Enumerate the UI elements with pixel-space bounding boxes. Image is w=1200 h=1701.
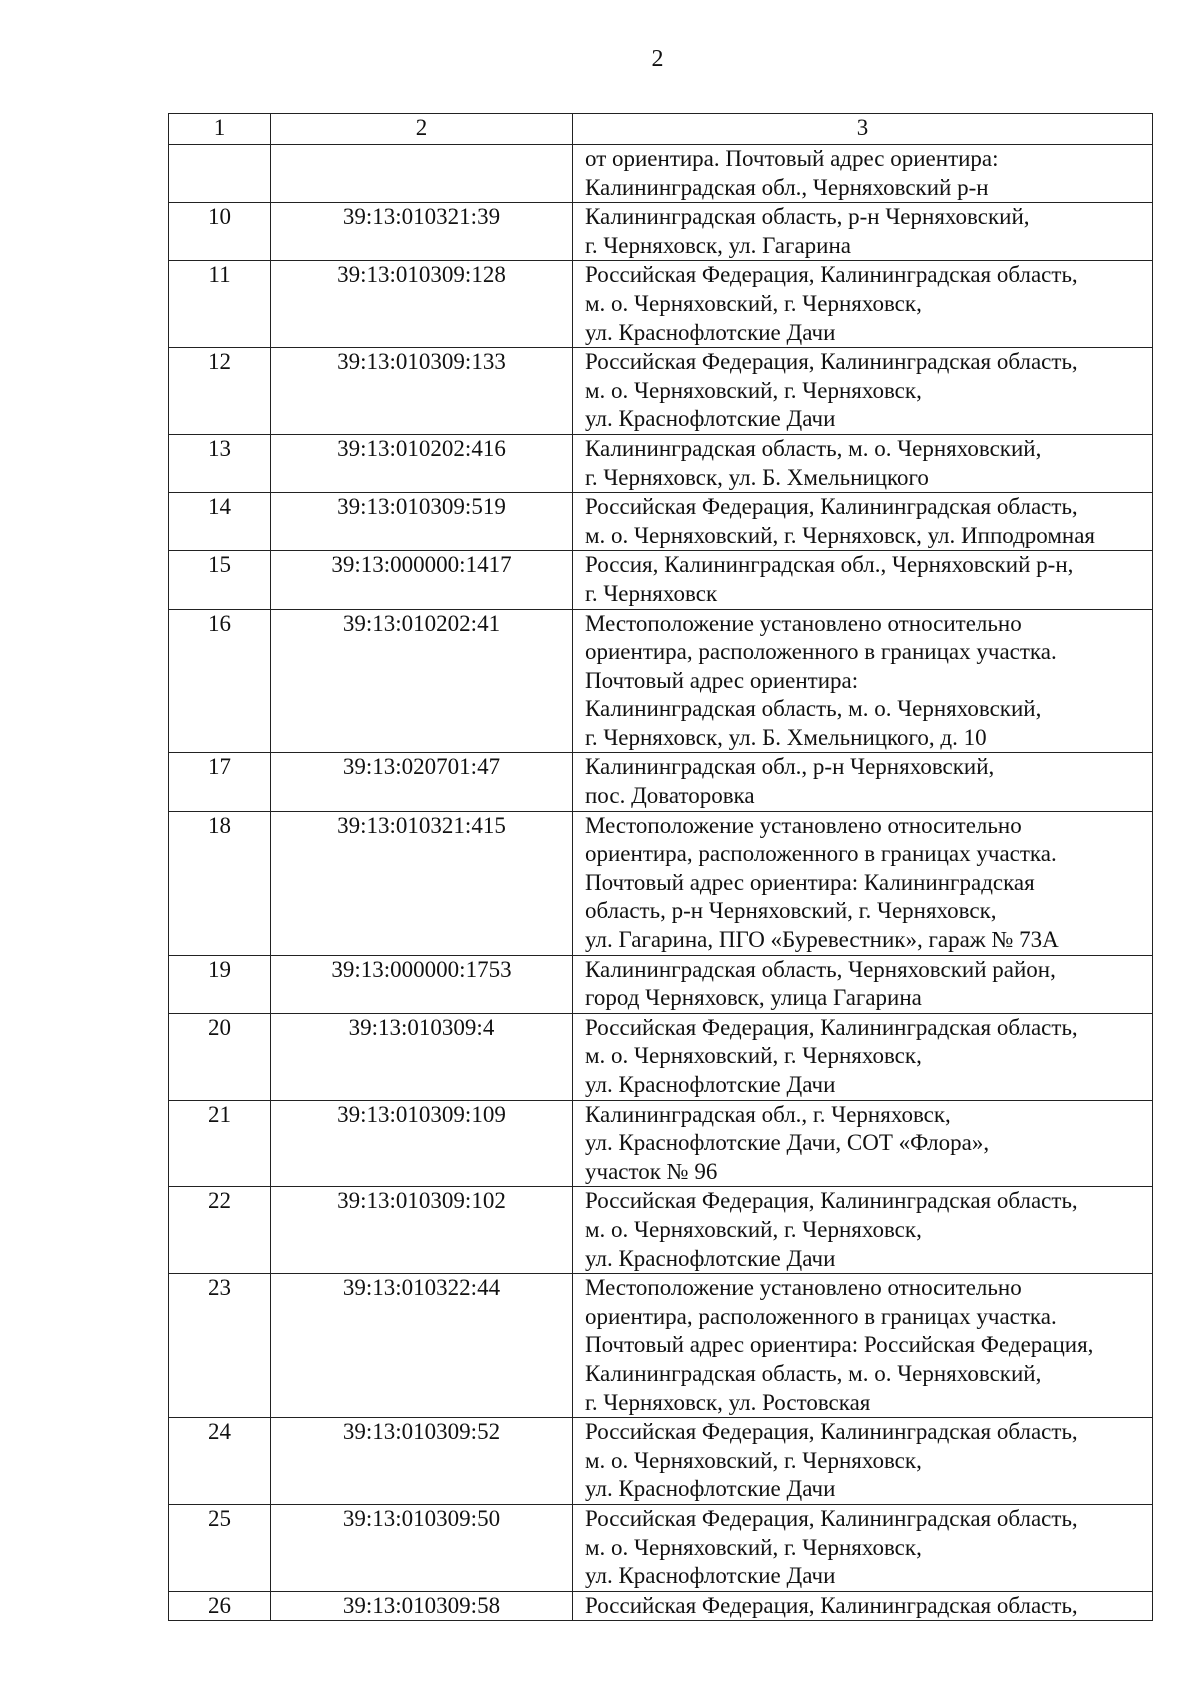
- address-cell: [573, 348, 1153, 435]
- address-line: г. Черняховск, ул. Б. Хмельницкого, д. 10: [585, 724, 987, 750]
- cadastral-number: 39:13:010309:4: [271, 1013, 573, 1100]
- address-line: Российская Федерация, Калининградская область,: [585, 262, 1078, 288]
- address-line: м. о. Черняховский, г. Черняховск,: [585, 1534, 922, 1560]
- table-row: [169, 1187, 1153, 1274]
- land-plot-table: [168, 113, 1153, 1621]
- row-number: 22: [169, 1187, 271, 1274]
- address-cell: [573, 1418, 1153, 1505]
- address-line: Российская Федерация, Калининградская область,: [585, 1014, 1078, 1040]
- address-cell: [573, 1274, 1153, 1418]
- address-line: Калининградская область, м. о. Черняховский,: [585, 1360, 1042, 1386]
- table-row: [169, 1100, 1153, 1187]
- address-line: м. о. Черняховский, г. Черняховск, ул. Ипподромная: [585, 522, 1096, 548]
- address-line: ул. Краснофлотские Дачи: [585, 406, 836, 432]
- table-row: [169, 1013, 1153, 1100]
- address-cell: [573, 811, 1153, 955]
- address-line: ул. Гагарина, ПГО «Буревестник», гараж № 73А: [585, 927, 1059, 953]
- row-number: 16: [169, 609, 271, 753]
- address-line: м. о. Черняховский, г. Черняховск,: [585, 290, 922, 316]
- address-line: ул. Краснофлотские Дачи: [585, 1476, 836, 1502]
- address-line: ул. Краснофлотские Дачи: [585, 1563, 836, 1589]
- address-line: Калининградская обл., р-н Черняховский,: [585, 754, 995, 780]
- address-cell: [573, 551, 1153, 609]
- address-line: Почтовый адрес ориентира: Калининградская: [585, 869, 1035, 895]
- address-line: ул. Краснофлотские Дачи: [585, 1072, 836, 1097]
- table-row: [169, 955, 1153, 1013]
- address-line: м. о. Черняховский, г. Черняховск,: [585, 1447, 922, 1473]
- cadastral-number: 39:13:010309:50: [271, 1504, 573, 1591]
- table-header-row: [169, 114, 1153, 145]
- row-number: 15: [169, 551, 271, 609]
- address-line: Калининградская обл., Черняховский р-н: [585, 174, 989, 200]
- cadastral-number: 39:13:010309:133: [271, 348, 573, 435]
- table-row: [169, 753, 1153, 811]
- row-number: 12: [169, 348, 271, 435]
- address-line: Калининградская область, м. о. Черняховский,: [585, 696, 1042, 722]
- address-line: Калининградская обл., г. Черняховск,: [585, 1101, 951, 1127]
- row-number: 14: [169, 493, 271, 551]
- table-row: [169, 811, 1153, 955]
- row-number: 18: [169, 811, 271, 955]
- table-row: [169, 551, 1153, 609]
- address-line: Российская Федерация, Калининградская область,: [585, 1188, 1078, 1214]
- row-number: 17: [169, 753, 271, 811]
- cadastral-number: 39:13:000000:1753: [271, 955, 573, 1013]
- address-line: Российская Федерация, Калининградская область,: [585, 1592, 1078, 1618]
- cadastral-number: 39:13:010321:39: [271, 203, 573, 261]
- row-number: 25: [169, 1504, 271, 1591]
- address-line: пос. Доваторовка: [585, 783, 755, 809]
- table-row: [169, 493, 1153, 551]
- address-cell: [573, 1013, 1153, 1100]
- address-line: г. Черняховск, ул. Б. Хмельницкого: [585, 464, 929, 490]
- address-cell: [573, 1100, 1153, 1187]
- row-number: [169, 145, 271, 203]
- table-row: [169, 261, 1153, 348]
- address-line: Россия, Калининградская обл., Черняховский р-н,: [585, 552, 1074, 578]
- cadastral-number: 39:13:010321:415: [271, 811, 573, 955]
- address-line: Почтовый адрес ориентира:: [585, 667, 859, 693]
- page-number: 2: [651, 46, 664, 72]
- cadastral-number: 39:13:010309:58: [271, 1591, 573, 1621]
- table-row: [169, 1591, 1153, 1621]
- table-row: [169, 1418, 1153, 1505]
- address-line: Калининградская область, Черняховский район,: [585, 956, 1056, 982]
- cadastral-number: 39:13:010309:128: [271, 261, 573, 348]
- address-line: м. о. Черняховский, г. Черняховск,: [585, 1216, 922, 1242]
- cadastral-number: 39:13:010309:102: [271, 1187, 573, 1274]
- table-row: [169, 145, 1153, 203]
- address-line: область, р-н Черняховский, г. Черняховск,: [585, 898, 997, 924]
- row-number: 26: [169, 1591, 271, 1621]
- row-number: 10: [169, 203, 271, 261]
- address-line: Местоположение установлено относительно: [585, 812, 1022, 838]
- address-line: м. о. Черняховский, г. Черняховск,: [585, 377, 922, 403]
- address-cell: [573, 261, 1153, 348]
- row-number: 23: [169, 1274, 271, 1418]
- address-line: Российская Федерация, Калининградская область,: [585, 1419, 1078, 1445]
- address-line: ул. Краснофлотские Дачи: [585, 1245, 836, 1271]
- cadastral-number: 39:13:010202:416: [271, 434, 573, 492]
- address-line: Калининградская область, р-н Черняховский,: [585, 204, 1030, 230]
- row-number: 24: [169, 1418, 271, 1505]
- header-col-1: 1: [169, 114, 271, 145]
- address-line: Калининградская область, м. о. Черняховский,: [585, 435, 1042, 461]
- header-col-2: 2: [271, 114, 573, 145]
- address-line: ориентира, расположенного в границах участка.: [585, 1303, 1057, 1329]
- address-line: Российская Федерация, Калининградская область,: [585, 349, 1078, 375]
- row-number: 19: [169, 955, 271, 1013]
- table-row: [169, 203, 1153, 261]
- address-line: м. о. Черняховский, г. Черняховск,: [585, 1043, 922, 1069]
- address-cell: [573, 145, 1153, 203]
- table-row: [169, 1504, 1153, 1591]
- address-cell: [573, 493, 1153, 551]
- address-line: г. Черняховск: [585, 580, 718, 606]
- row-number: 13: [169, 434, 271, 492]
- address-line: Российская Федерация, Калининградская область,: [585, 494, 1078, 520]
- table-row: [169, 434, 1153, 492]
- address-line: Почтовый адрес ориентира: Российская Федерация,: [585, 1332, 1094, 1358]
- table-row: [169, 1274, 1153, 1418]
- cadastral-number: 39:13:010202:41: [271, 609, 573, 753]
- cadastral-number: 39:13:010309:52: [271, 1418, 573, 1505]
- address-line: ориентира, расположенного в границах участка.: [585, 841, 1057, 867]
- address-line: участок № 96: [585, 1158, 718, 1184]
- address-line: ориентира, расположенного в границах участка.: [585, 639, 1057, 665]
- row-number: 11: [169, 261, 271, 348]
- address-cell: [573, 609, 1153, 753]
- cadastral-number: 39:13:010322:44: [271, 1274, 573, 1418]
- address-line: Местоположение установлено относительно: [585, 1275, 1022, 1301]
- address-cell: [573, 434, 1153, 492]
- table-body: [169, 145, 1153, 1621]
- address-cell: [573, 203, 1153, 261]
- row-number: 20: [169, 1013, 271, 1100]
- address-cell: [573, 955, 1153, 1013]
- address-line: г. Черняховск, ул. Гагарина: [585, 232, 851, 258]
- address-line: Российская Федерация, Калининградская область,: [585, 1505, 1078, 1531]
- address-line: Местоположение установлено относительно: [585, 610, 1022, 636]
- address-cell: [573, 1504, 1153, 1591]
- cadastral-number: [271, 145, 573, 203]
- address-cell: [573, 1187, 1153, 1274]
- row-number: 21: [169, 1100, 271, 1187]
- cadastral-number: 39:13:000000:1417: [271, 551, 573, 609]
- address-cell: [573, 753, 1153, 811]
- cadastral-number: 39:13:010309:109: [271, 1100, 573, 1187]
- address-line: ул. Краснофлотские Дачи: [585, 319, 836, 345]
- address-line: город Черняховск, улица Гагарина: [585, 985, 922, 1011]
- cadastral-number: 39:13:020701:47: [271, 753, 573, 811]
- address-line: ул. Краснофлотские Дачи, СОТ «Флора»,: [585, 1130, 990, 1156]
- table-row: [169, 609, 1153, 753]
- cadastral-number: 39:13:010309:519: [271, 493, 573, 551]
- address-cell: [573, 1591, 1153, 1621]
- address-line: г. Черняховск, ул. Ростовская: [585, 1389, 871, 1415]
- header-col-3: 3: [573, 114, 1153, 145]
- table-row: [169, 348, 1153, 435]
- address-line: от ориентира. Почтовый адрес ориентира:: [585, 146, 999, 171]
